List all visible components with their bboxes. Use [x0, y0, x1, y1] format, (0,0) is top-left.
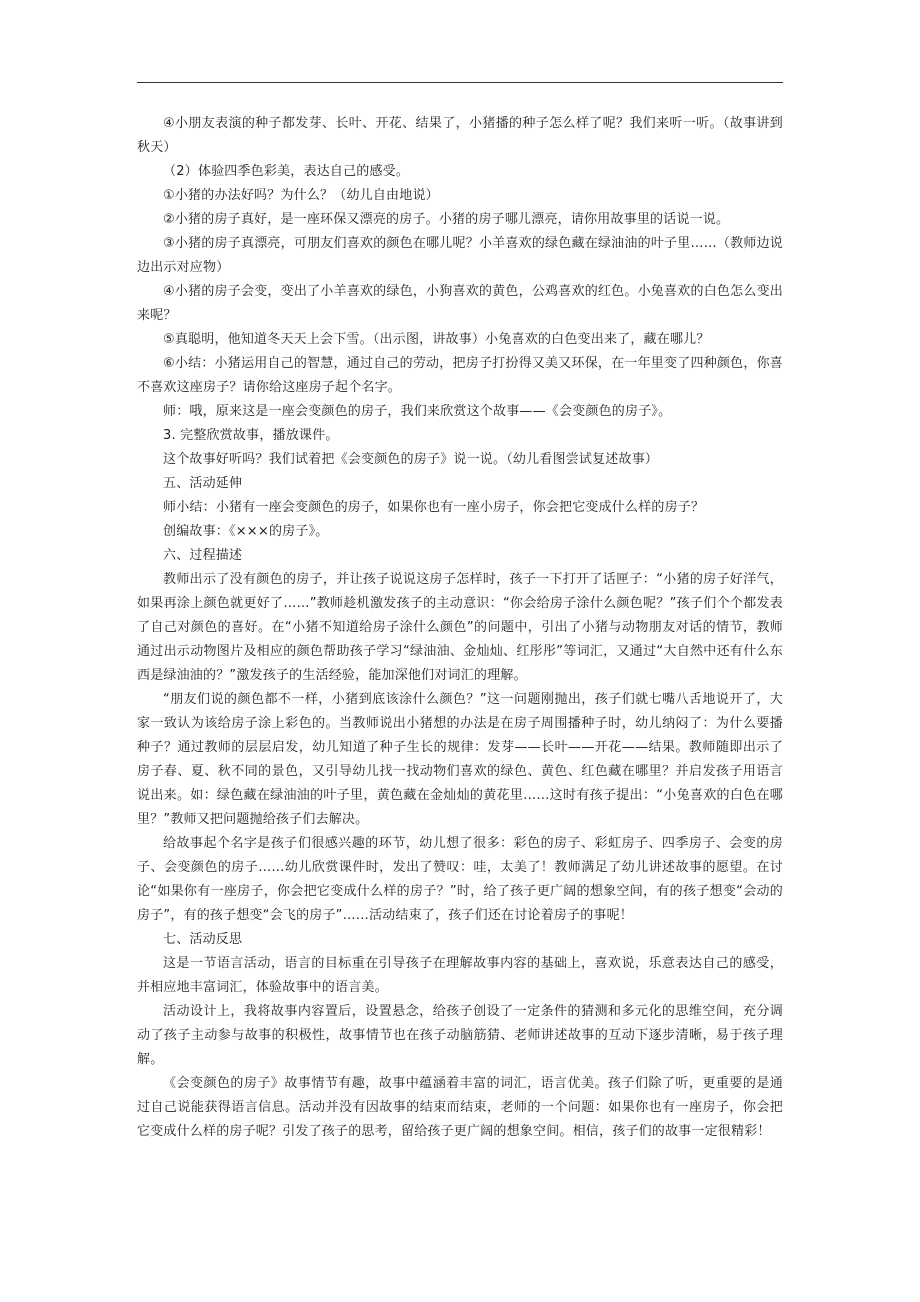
document-body — [137, 112, 783, 1144]
paragraph: ③小猪的房子真漂亮，可朋友们喜欢的颜色在哪儿呢？小羊喜欢的绿色藏在绿油油的叶子里……（教师边说边出示对应物） — [137, 236, 783, 275]
paragraph: 创编故事：《×××的房子》。 — [163, 524, 329, 539]
paragraph: （2）体验四季色彩美，表达自己的感受。 — [163, 164, 410, 179]
paragraph: 《会变颜色的房子》故事情节有趣，故事中蕴涵着丰富的词汇，语言优美。孩子们除了听，更重要的是通过自己说能获得语言信息。活动并没有因故事的结束而结束，老师的一个问题：如果你也有一座房子，你会把它变成什么样的房子呢？引发了孩子的思考，留给孩子更广阔的想象空间。相信，孩子们的故事一定很精彩！ — [137, 1076, 783, 1139]
paragraph: 3. 完整欣赏故事，播放课件。 — [163, 428, 339, 443]
section-heading: 六、过程描述 — [163, 548, 243, 563]
section-heading: 七、活动反思 — [163, 932, 243, 947]
paragraph: ④小朋友表演的种子都发芽、长叶、开花、结果了，小猪播的种子怎么样了呢？我们来听一听。（故事讲到秋天） — [137, 116, 783, 155]
paragraph: ①小猪的办法好吗？为什么？（幼儿自由地说） — [163, 188, 439, 203]
paragraph: ⑥小结：小猪运用自己的智慧，通过自己的劳动，把房子打扮得又美又环保，在一年里变了四种颜色，你喜不喜欢这座房子？请你给这座房子起个名字。 — [137, 356, 783, 395]
section-heading: 五、活动延伸 — [163, 476, 243, 491]
paragraph: 师小结：小猪有一座会变颜色的房子，如果你也有一座小房子，你会把它变成什么样的房子？ — [163, 500, 705, 515]
paragraph: “朋友们说的颜色都不一样，小猪到底该涂什么颜色？”这一问题刚抛出，孩子们就七嘴八舌地说开了，大家一致认为该给房子涂上彩色的。当教师说出小猪想的办法是在房子周围播种子时，幼儿纳闷了：为什么要播种子？通过教师的层层启发，幼儿知道了种子生长的规律：发芽——长叶——开花——结果。教师随即出示了房子春、夏、秋不同的景色，又引导幼儿找一找动物们喜欢的绿色、黄色、红色藏在哪里？并启发孩子用语言说出来。如：绿色藏在绿油油的叶子里，黄色藏在金灿灿的黄花里……这时有孩子提出：“小兔喜欢的白色在哪里？”教师又把问题抛给孩子们去解决。 — [137, 692, 783, 827]
paragraph: 师：哦，原来这是一座会变颜色的房子，我们来欣赏这个故事——《会变颜色的房子》。 — [163, 404, 672, 419]
paragraph: 这个故事好听吗？我们试着把《会变颜色的房子》说一说。（幼儿看图尝试复述故事） — [163, 452, 659, 467]
paragraph: ⑤真聪明，他知道冬天天上会下雪。（出示图，讲故事）小兔喜欢的白色变出来了，藏在哪儿？ — [163, 332, 710, 347]
paragraph: ④小猪的房子会变，变出了小羊喜欢的绿色，小狗喜欢的黄色，公鸡喜欢的红色。小兔喜欢的白色怎么变出来呢？ — [137, 284, 783, 323]
paragraph: 教师出示了没有颜色的房子，并让孩子说说这房子怎样时，孩子一下打开了话匣子：“小猪的房子好洋气，如果再涂上颜色就更好了……”教师趁机激发孩子的主动意识：“你会给房子涂什么颜色呢？”孩子们个个都发表了自己对颜色的喜好。在“小猪不知道给房子涂什么颜色”的问题中，引出了小猪与动物朋友对话的情节，教师通过出示动物图片及相应的颜色帮助孩子学习“绿油油、金灿灿、红彤彤”等词汇，又通过“大自然中还有什么东西是绿油油的？”激发孩子的生活经验，能加深他们对词汇的理解。 — [137, 572, 783, 683]
paragraph: 活动设计上，我将故事内容置后，设置悬念，给孩子创设了一定条件的猜测和多元化的思维空间，充分调动了孩子主动参与故事的积极性，故事情节也在孩子动脑筋猜、老师讲述故事的互动下逐步清晰，易于孩子理解。 — [137, 1004, 783, 1067]
paragraph: 给故事起个名字是孩子们很感兴趣的环节，幼儿想了很多：彩色的房子、彩虹房子、四季房子、会变的房子、会变颜色的房子……幼儿欣赏课件时，发出了赞叹：哇，太美了！教师满足了幼儿讲述故事的愿望。在讨论“如果你有一座房子，你会把它变成什么样的房子？”时，给了孩子更广阔的想象空间，有的孩子想变“会动的房子”，有的孩子想变“会飞的房子”……活动结束了，孩子们还在讨论着房子的事呢！ — [137, 836, 783, 923]
paragraph: ②小猪的房子真好，是一座环保又漂亮的房子。小猪的房子哪儿漂亮，请你用故事里的话说一说。 — [163, 212, 730, 227]
paragraph: 这是一节语言活动，语言的目标重在引导孩子在理解故事内容的基础上，喜欢说，乐意表达自己的感受，并相应地丰富词汇，体验故事中的语言美。 — [137, 956, 783, 995]
header-rule — [137, 82, 783, 83]
